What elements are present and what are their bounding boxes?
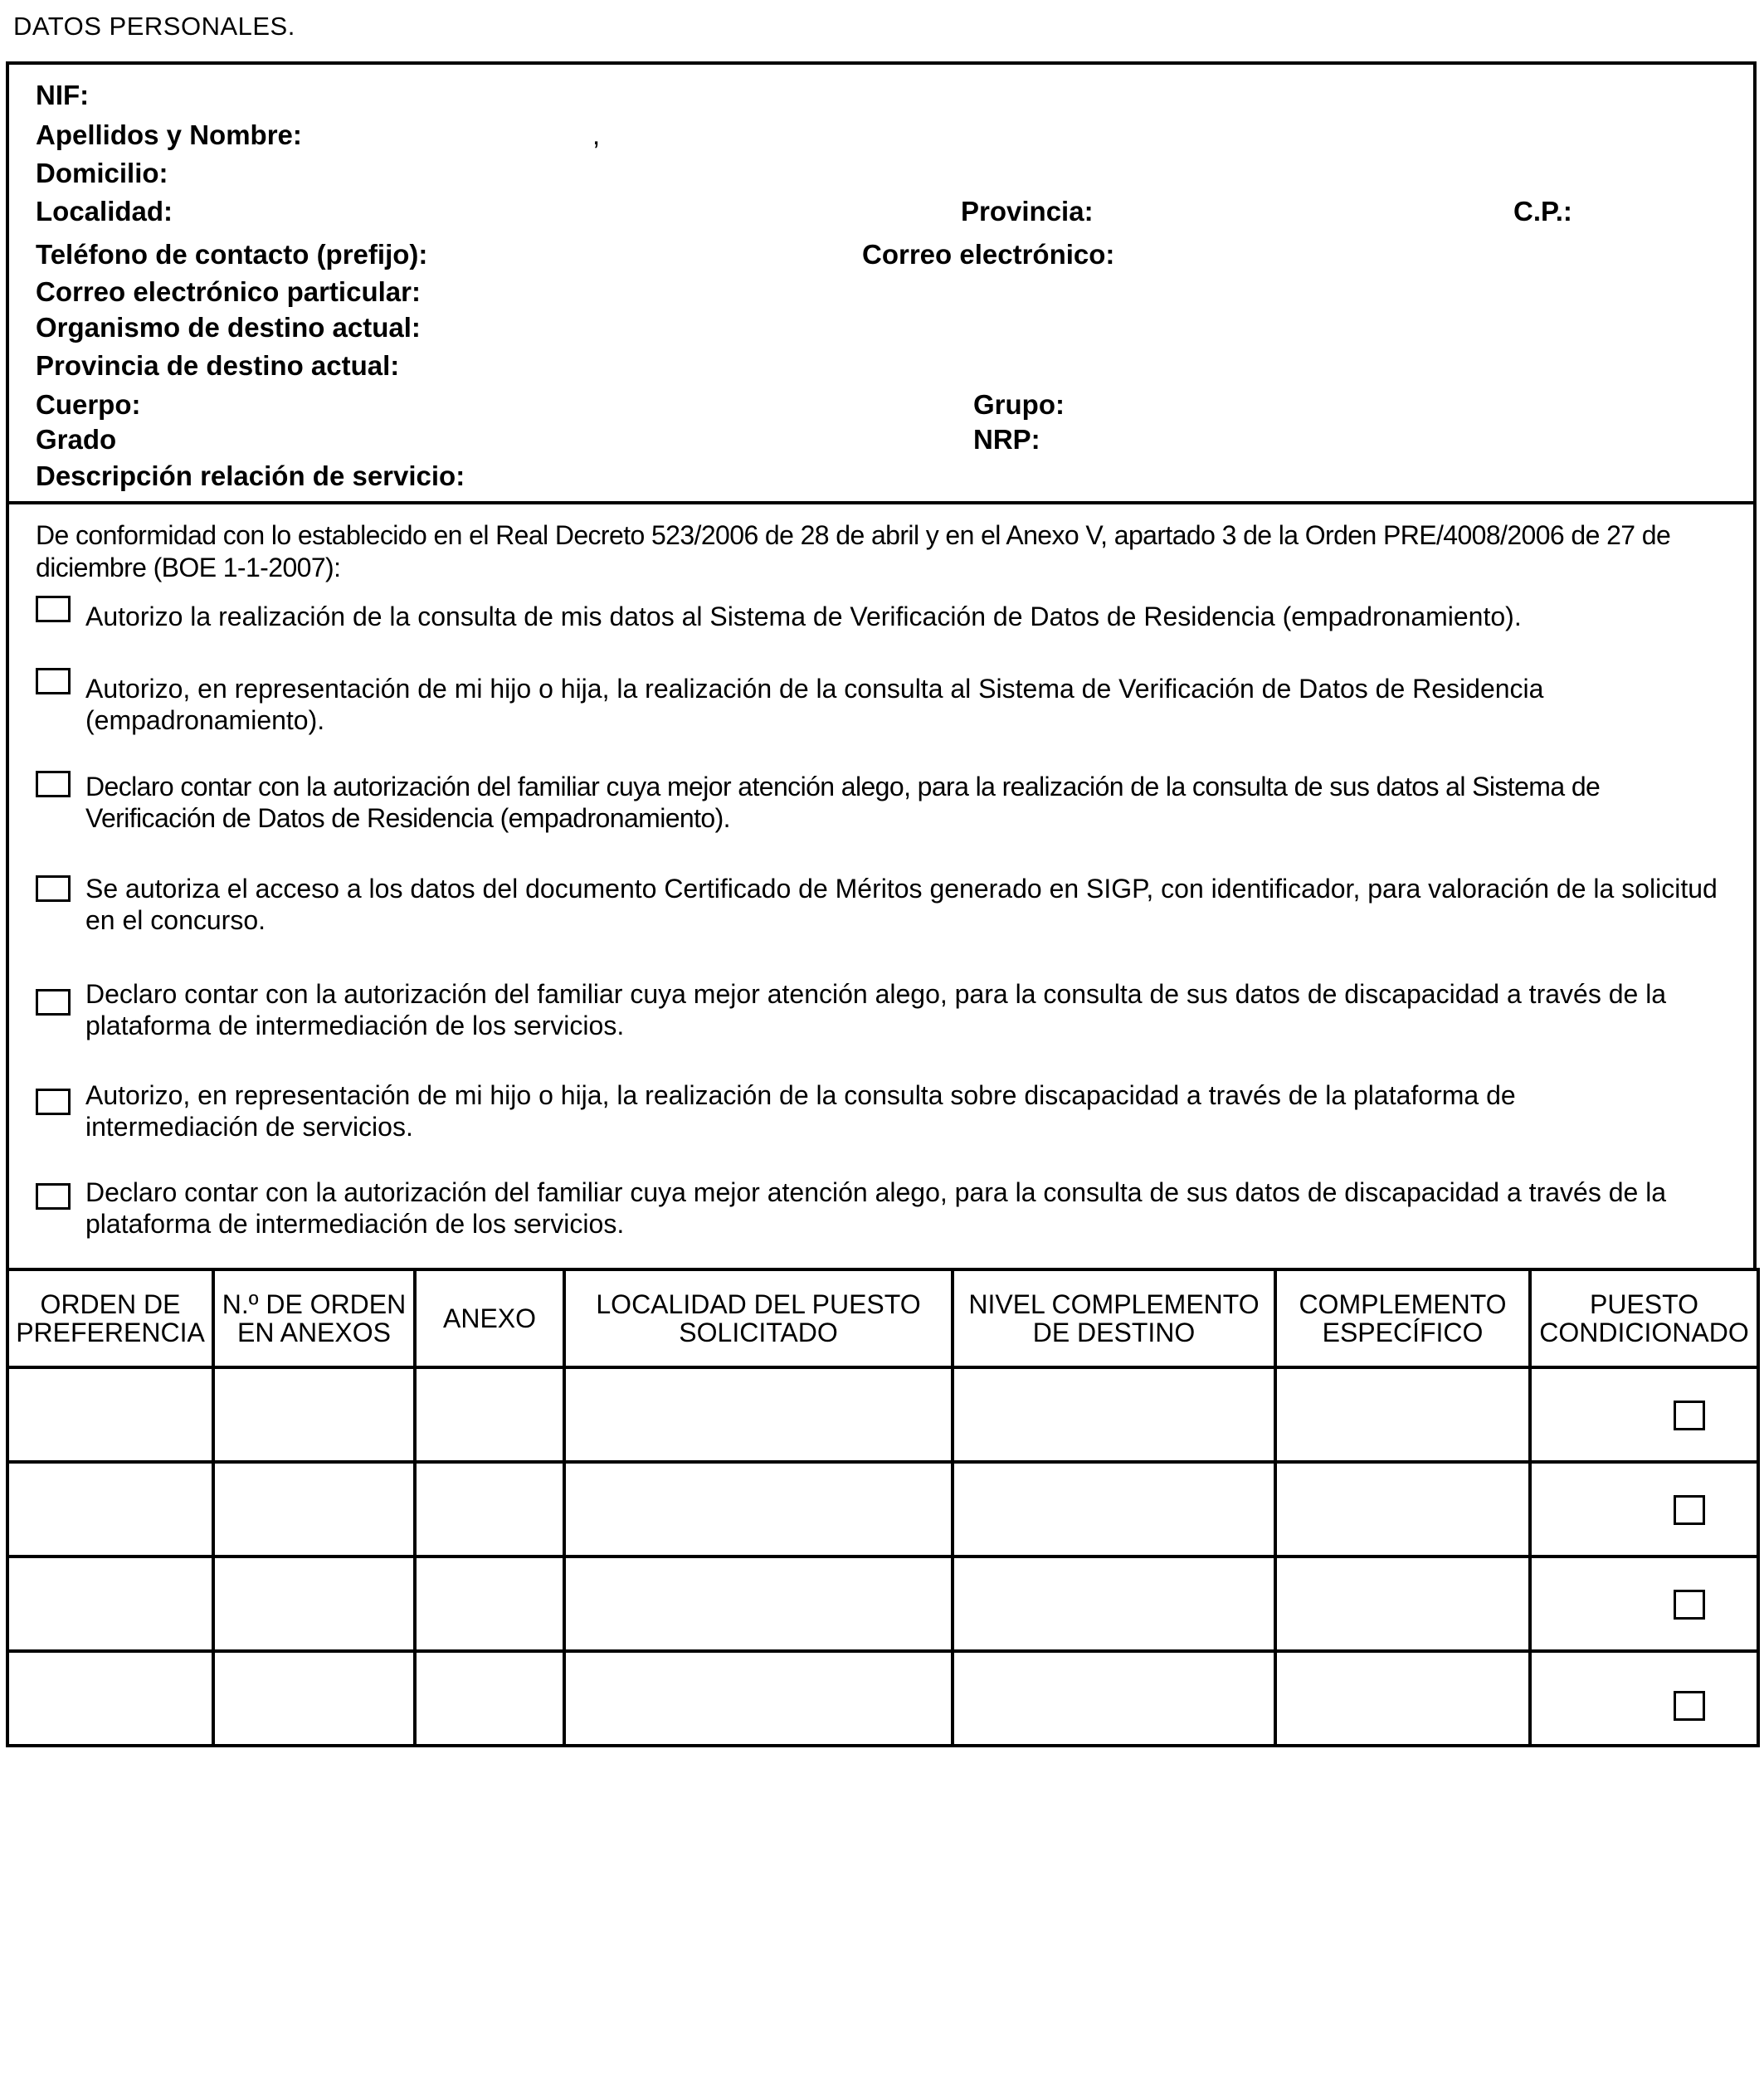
cell-complemento[interactable] bbox=[1275, 1367, 1530, 1462]
cell-numero[interactable] bbox=[213, 1462, 415, 1557]
personal-data-box bbox=[6, 61, 1757, 504]
table-header-row bbox=[7, 1269, 1758, 1367]
cell-anexo[interactable] bbox=[415, 1367, 564, 1462]
cp-label: C.P.: bbox=[1513, 196, 1572, 227]
header-localidad: LOCALIDAD DEL PUESTO SOLICITADO bbox=[564, 1269, 953, 1367]
apellidos-nombre-label: Apellidos y Nombre: bbox=[36, 119, 302, 150]
consent-section bbox=[6, 503, 1757, 1271]
cell-localidad[interactable] bbox=[564, 1462, 953, 1557]
cell-condicionado bbox=[1530, 1462, 1758, 1557]
cell-complemento[interactable] bbox=[1275, 1651, 1530, 1746]
cell-condicionado bbox=[1530, 1651, 1758, 1746]
consent-text: Autorizo la realización de la consulta de mis datos al Sistema de Verificación de Datos de Residencia (empadronamiento). bbox=[85, 602, 1522, 631]
consent-checkbox[interactable] bbox=[36, 668, 71, 694]
cell-localidad[interactable] bbox=[564, 1367, 953, 1462]
header-puesto-condicionado: PUESTO CONDICIONADO bbox=[1530, 1269, 1758, 1367]
cell-localidad[interactable] bbox=[564, 1651, 953, 1746]
nrp-label: NRP: bbox=[973, 424, 1040, 455]
consent-text: Autorizo, en representación de mi hijo o hija, la realización de la consulta sobre discapacidad a través de la plataforma de intermediación de servicios. bbox=[85, 1080, 1516, 1142]
header-nivel-complemento: NIVEL COMPLEMENTO DE DESTINO bbox=[953, 1269, 1275, 1367]
cell-numero[interactable] bbox=[213, 1367, 415, 1462]
cell-complemento[interactable] bbox=[1275, 1462, 1530, 1557]
telefono-label: Teléfono de contacto (prefijo): bbox=[36, 239, 428, 270]
correo-label: Correo electrónico: bbox=[862, 239, 1115, 270]
preference-table bbox=[6, 1268, 1760, 1747]
cell-condicionado bbox=[1530, 1557, 1758, 1651]
correo-particular-label: Correo electrónico particular: bbox=[36, 276, 421, 307]
cuerpo-label: Cuerpo: bbox=[36, 389, 141, 420]
cell-orden[interactable] bbox=[7, 1367, 213, 1462]
table-row bbox=[7, 1651, 1758, 1746]
condicionado-checkbox[interactable] bbox=[1674, 1495, 1705, 1525]
cell-nivel[interactable] bbox=[953, 1557, 1275, 1651]
condicionado-checkbox[interactable] bbox=[1674, 1691, 1705, 1721]
condicionado-checkbox[interactable] bbox=[1674, 1590, 1705, 1620]
header-numero-orden: N.º DE ORDEN EN ANEXOS bbox=[213, 1269, 415, 1367]
table-row bbox=[7, 1557, 1758, 1651]
header-orden-preferencia: ORDEN DE PREFERENCIA bbox=[7, 1269, 213, 1367]
name-separator: , bbox=[592, 119, 601, 150]
consent-checkbox[interactable] bbox=[36, 1089, 71, 1115]
cell-numero[interactable] bbox=[213, 1651, 415, 1746]
header-complemento-especifico: COMPLEMENTO ESPECÍFICO bbox=[1275, 1269, 1530, 1367]
cell-localidad[interactable] bbox=[564, 1557, 953, 1651]
cell-nivel[interactable] bbox=[953, 1462, 1275, 1557]
consent-text: Declaro contar con la autorización del familiar cuya mejor atención alego, para la consulta de sus datos de discapacidad a través de la plataforma de intermediación de los servicios. bbox=[85, 979, 1667, 1040]
cell-anexo[interactable] bbox=[415, 1651, 564, 1746]
condicionado-checkbox[interactable] bbox=[1674, 1401, 1705, 1430]
cell-anexo[interactable] bbox=[415, 1462, 564, 1557]
consent-checkbox[interactable] bbox=[36, 989, 71, 1016]
nif-label: NIF: bbox=[36, 80, 90, 110]
cell-nivel[interactable] bbox=[953, 1651, 1275, 1746]
grupo-label: Grupo: bbox=[973, 389, 1065, 420]
consent-checkbox[interactable] bbox=[36, 875, 71, 902]
consent-checkbox[interactable] bbox=[36, 1183, 71, 1210]
table-row bbox=[7, 1367, 1758, 1462]
cell-complemento[interactable] bbox=[1275, 1557, 1530, 1651]
consent-text: Autorizo, en representación de mi hijo o hija, la realización de la consulta al Sistema de Verificación de Datos de Residencia (empadronamiento). bbox=[85, 674, 1544, 735]
consent-text: Declaro contar con la autorización del familiar cuya mejor atención alego, para la consulta de sus datos de discapacidad a través de la plataforma de intermediación de los servicios. bbox=[85, 1177, 1667, 1239]
cell-condicionado bbox=[1530, 1367, 1758, 1462]
consent-text: Se autoriza el acceso a los datos del documento Certificado de Méritos generado en SIGP, con identificador, para valoración de la solicitud en el concurso. bbox=[85, 874, 1718, 935]
consent-text: Declaro contar con la autorización del familiar cuya mejor atención alego, para la realización de la consulta de sus datos al Sistema de Verificación de Datos de Residencia (empadronamiento). bbox=[85, 772, 1601, 833]
cell-orden[interactable] bbox=[7, 1462, 213, 1557]
organismo-label: Organismo de destino actual: bbox=[36, 312, 421, 343]
cell-numero[interactable] bbox=[213, 1557, 415, 1651]
grado-label: Grado bbox=[36, 424, 117, 455]
consent-checkbox[interactable] bbox=[36, 771, 71, 797]
section-title: DATOS PERSONALES. bbox=[13, 12, 295, 41]
provincia-label: Provincia: bbox=[961, 196, 1094, 227]
provincia-destino-label: Provincia de destino actual: bbox=[36, 350, 400, 381]
domicilio-label: Domicilio: bbox=[36, 158, 168, 188]
consent-intro: De conformidad con lo establecido en el Real Decreto 523/2006 de 28 de abril y en el Anexo V, apartado 3 de la Orden PRE/4008/2006 de 27 de diciembre (BOE 1-1-2007): bbox=[36, 520, 1671, 582]
header-anexo: ANEXO bbox=[415, 1269, 564, 1367]
table-row bbox=[7, 1462, 1758, 1557]
cell-nivel[interactable] bbox=[953, 1367, 1275, 1462]
cell-anexo[interactable] bbox=[415, 1557, 564, 1651]
descripcion-label: Descripción relación de servicio: bbox=[36, 460, 465, 491]
localidad-label: Localidad: bbox=[36, 196, 173, 227]
cell-orden[interactable] bbox=[7, 1557, 213, 1651]
cell-orden[interactable] bbox=[7, 1651, 213, 1746]
consent-checkbox[interactable] bbox=[36, 596, 71, 622]
